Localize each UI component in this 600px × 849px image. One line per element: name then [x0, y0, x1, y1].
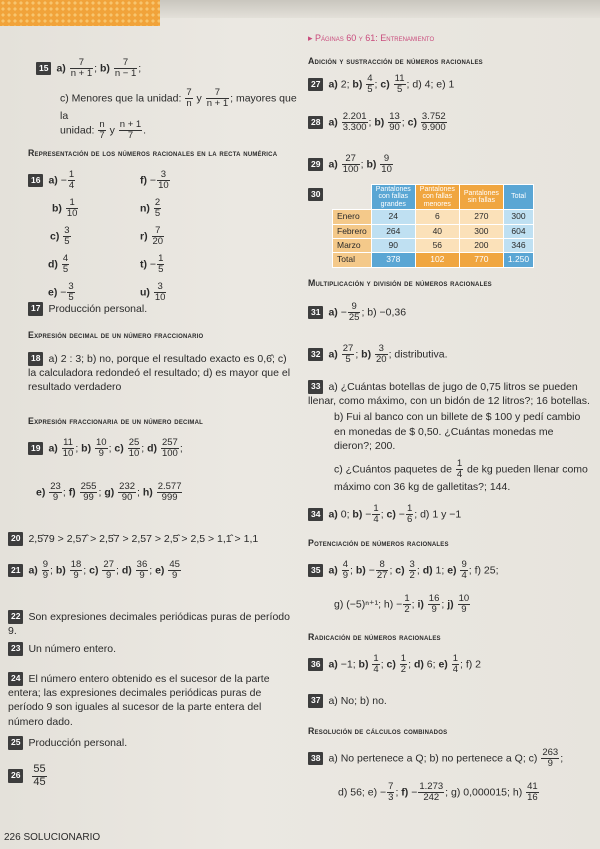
section-title-rad: Radicación de números racionales	[308, 632, 441, 642]
page-footer	[4, 832, 100, 843]
exercise-35-g: g) (−5)ⁿ⁺¹; h) − $\frac{1}{2}$ ; i) $\frac{16}{9}$ ; j) $\frac{10}{9}$	[334, 593, 470, 615]
header-cell: Pantalones sin fallas	[459, 185, 503, 210]
header-cell: Total	[503, 185, 533, 210]
header-cell: Pantalones con fallas grandes	[371, 185, 415, 210]
exercise-38: 38 a) No pertenece a Q; b) no pertenece a Q; c) $\frac{263}{9}$ ;	[308, 748, 592, 769]
exercise-22: 22 Son expresiones decimales periódicas puras de período 9.	[8, 611, 290, 638]
exercise-26: 26 $\frac{55}{45}$	[8, 764, 48, 788]
top-shadow	[160, 0, 600, 18]
page-reference: ▸ Páginas 60 y 61: Entrenamiento	[308, 33, 435, 43]
exercise-19: 19 a) $\frac{11}{10}$ ; b) $\frac{10}{9}$ ; c) $\frac{25}{10}$ ; d) $\frac{257}{100}$ ;	[28, 438, 183, 459]
page-number: 226	[4, 832, 21, 843]
section-title-mult: Multiplicación y división de números racionales	[308, 278, 492, 288]
exercise-32: 32 a) $\frac{27}{5}$ ; b) $\frac{3}{20}$ ; distributiva.	[308, 344, 448, 365]
exercise-25: 25 Producción personal.	[8, 736, 127, 750]
exercise-23: 23 Un número entero.	[8, 642, 116, 656]
section-title-adicion: Adición y sustracción de números racionales	[308, 56, 483, 66]
exercise-28: 28 a) $\frac{2.201}{3.300}$ ; b) $\frac{13}{90}$ ; c) $\frac{3.752}{9.900}$	[308, 112, 448, 133]
exercise-18: 18 a) 2 : 3; b) no, porque el resultado exacto es 0,6̂; c) la calculadora redondeó el resultado; d) es mayor que el resultado verdadero	[28, 353, 291, 394]
exercise-27: 27 a) 2; b) $\frac{4}{5}$ ; c) $\frac{11}{5}$ ; d) 4; e) 1	[308, 74, 454, 95]
exercise-20: 20 2,5̂79 > 2,57̂ > 2,5̂7 > 2,57 > 2,5̂ > 2,5 > 1,1̂ > 1,1	[8, 532, 258, 546]
footer-label: SOLUCIONARIO	[23, 832, 101, 843]
exercise-21: 21 a) $\frac{9}{9}$ ; b) $\frac{18}{9}$ ; c) $\frac{27}{9}$ ; d) $\frac{36}{9}$ ; e) $\frac{45}{9}$	[8, 560, 182, 581]
page: 15 a) $\frac{7}{n + 1}$ ; b) $\frac{7}{n - 1}$ ; c) Menores que la unidad: $\frac{7}{n}$ y $\frac{7}{n + 1}$ ; mayores que la unidad: $\frac{n}{7}$ y $\frac{n + 1}{7}$ . Representación de los números racionales en la recta numérica 16 a) − $\frac{1}{4}$ b) $\frac{1}{10}$ c) $\frac{3}{5}$ d) $\frac{4}{5}$ e) − $\frac{3}{5}$ f) − $\frac{3}{10}$ n) $\frac{2}{5}$ r) $\frac{7}{20}$ t) − $\frac{1}{5}$ u) $\frac{3}{10}$ 17 Producción personal. Expresión decimal de un número fraccionario 18 a) 2 : 3; b) no, porque el resultado exacto es 0,6̂; c) la calculadora redondeó el resultado; d) es mayor que el resultado verdadero Expresión fraccionaria de un número decimal 19 a) $\frac{11}{10}$ ; b) $\frac{10}{9}$ ; c) $\frac{25}{10}$ ; d) $\frac{257}{100}$ ; e) $\frac{23}{9}$ ; f) $\frac{255}{99}$ ; g) $\frac{232}{90}$ ; h) $\frac{2.577}{999}$ 20 2,5̂79 > 2,57̂ > 2,5̂7 > 2,57 > 2,5̂ > 2,5 > 1,1̂ > 1,1 21 a) $\frac{9}{9}$ ; b) $\frac{18}{9}$ ; c) $\frac{27}{9}$ ; d) $\frac{36}{9}$ ; e) $\frac{45}{9}$ 22 Son expresiones decimales periódicas puras de período 9. 23 Un número entero. 24 El número entero obtenido es el sucesor de la parte entera; las expresiones decimales periódicas puras de período 9 son iguales al sucesor de la parte entera del número dado. 25 Producción personal. 26 $\frac{55}{45}$ ▸ Páginas 60 y 61: Entrenamiento Adición y sustracción de números racionales 27 a) 2; b) $\frac{4}{5}$ ; c) $\frac{11}{5}$ ; d) 4; e) 1 28 a) $\frac{2.201}{3.300}$ ; b) $\frac{13}{90}$ ; c) $\frac{3.752}{9.900}$ 29 a) $\frac{27}{100}$ ; b) $\frac{9}{10}$ 30 Pantalones con fallas grandes Pantalones con fallas menores Pantalones sin fallas Total Enero 24 6 270 300 Febrero 264 40 300 604 Marzo 90 56 200 346 Total 378 102 770 1.250 Multiplicación y división de números racionales 31 a) − $\frac{9}{25}$ ; b) −0,36 32 a) $\frac{27}{5}$ ; b) $\frac{3}{20}$ ; distributiva. 33 a) ¿Cuántas botellas de jugo de 0,75 litros se pueden llenar, como máximo, con un bidón de 12 litros?; 16 botellas. b) Fui al banco con un billete de $ 100 y pedí cambio en monedas de $ 0,50. ¿Cuántas monedas me dieron?; 200. c) ¿Cuántos paquetes de $\frac{1}{4}$ de kg pueden llenar como máximo con 36 kg de galletitas?; 144. 34 a) 0; b) − $\frac{1}{4}$ ; c) − $\frac{1}{6}$ ; d) 1 y −1 Potenciación de números racionales 35 a) $\frac{4}{9}$ ; b) − $\frac{8}{27}$ ; c) $\frac{3}{2}$ ; d) 1; e) $\frac{9}{4}$ ; f) 25; g) (−5)ⁿ⁺¹; h) − $\frac{1}{2}$ ; i) $\frac{16}{9}$ ; j) $\frac{10}{9}$ Radicación de números racionales 36 a) −1; b) $\frac{1}{4}$ ; c) $\frac{1}{2}$ ; d) 6; e) $\frac{1}{4}$ ; f) 2 37 a) No; b) no. Resolución de cálculos combinados 38 a) No pertenece a Q; b) no pertenece a Q; c) $\frac{263}{9}$ ; d) 56; e) − $\frac{7}{3}$ ; f) − $\frac{1.273}{242}$ ; g) 0,000015; h) $\frac{41}{16}$ 226 SOLUCIONARIO	[0, 0, 600, 849]
section-title-rep-recta: Representación de los números racionales en la recta numérica	[28, 148, 278, 158]
exercise-31: 31 a) − $\frac{9}{25}$ ; b) −0,36	[308, 302, 406, 323]
exercise-19-e: e) $\frac{23}{9}$ ; f) $\frac{255}{99}$ ; g) $\frac{232}{90}$ ; h) $\frac{2.577}{999}$	[36, 481, 182, 503]
exercise-38-d: d) 56; e) − $\frac{7}{3}$ ; f) − $\frac{1.273}{242}$ ; g) 0,000015; h) $\frac{41}{16}$	[338, 781, 538, 803]
exercise-34: 34 a) 0; b) − $\frac{1}{4}$ ; c) − $\frac{1}{6}$ ; d) 1 y −1	[308, 504, 461, 525]
exercise-15-c: c) Menores que la unidad: $\frac{7}{n}$ y $\frac{7}{n + 1}$ ; mayores que la	[60, 87, 297, 122]
exercise-15-unidad: unidad: $\frac{n}{7}$ y $\frac{n + 1}{7}$ .	[60, 119, 147, 141]
exercise-35: 35 a) $\frac{4}{9}$ ; b) − $\frac{8}{27}$ ; c) $\frac{3}{2}$ ; d) 1; e) $\frac{9}{4}$ ; f) 25;	[308, 560, 499, 581]
table-row: Febrero 264 40 300 604	[333, 224, 534, 238]
table-row: Total 378 102 770 1.250	[333, 253, 534, 267]
exercise-17: 17 Producción personal.	[28, 302, 147, 316]
exercise-15: 15 a) $\frac{7}{n + 1}$ ; b) $\frac{7}{n - 1}$ ;	[36, 58, 141, 79]
exercise-29: 29 a) $\frac{27}{100}$ ; b) $\frac{9}{10}$	[308, 154, 394, 175]
section-title-dec-frac: Expresión decimal de un número fraccionario	[28, 330, 204, 340]
table-pantalones	[332, 184, 534, 268]
header-cell: Pantalones con fallas menores	[415, 185, 459, 210]
exercise-37: 37 a) No; b) no.	[308, 694, 387, 708]
section-title-frac-dec: Expresión fraccionaria de un número decimal	[28, 416, 204, 426]
exercise-36: 36 a) −1; b) $\frac{1}{4}$ ; c) $\frac{1}{2}$ ; d) 6; e) $\frac{1}{4}$ ; f) 2	[308, 654, 481, 675]
exercise-33: 33 a) ¿Cuántas botellas de jugo de 0,75 litros se pueden llenar, como máximo, con un bidón de 12 litros?; 16 botellas. b) Fui al banco con un billete de $ 100 y pedí cambio en monedas de $ 0,50. ¿Cuántas monedas me dieron?; 200. c) ¿Cuántos paquetes de $\frac{1}{4}$ de kg pueden llenar como máximo con 36 kg de galletitas?; 144.	[308, 381, 590, 493]
table-row: Enero 24 6 270 300	[333, 210, 534, 224]
section-title-pot: Potenciación de números racionales	[308, 538, 449, 548]
decorative-band	[0, 0, 160, 26]
section-title-comb: Resolución de cálculos combinados	[308, 726, 448, 736]
table-row: Marzo 90 56 200 346	[333, 238, 534, 252]
exercise-24: 24 El número entero obtenido es el sucesor de la parte entera; las expresiones decimales periódicas puras de período 9 son iguales al sucesor de la parte entera del número dado.	[8, 673, 270, 728]
